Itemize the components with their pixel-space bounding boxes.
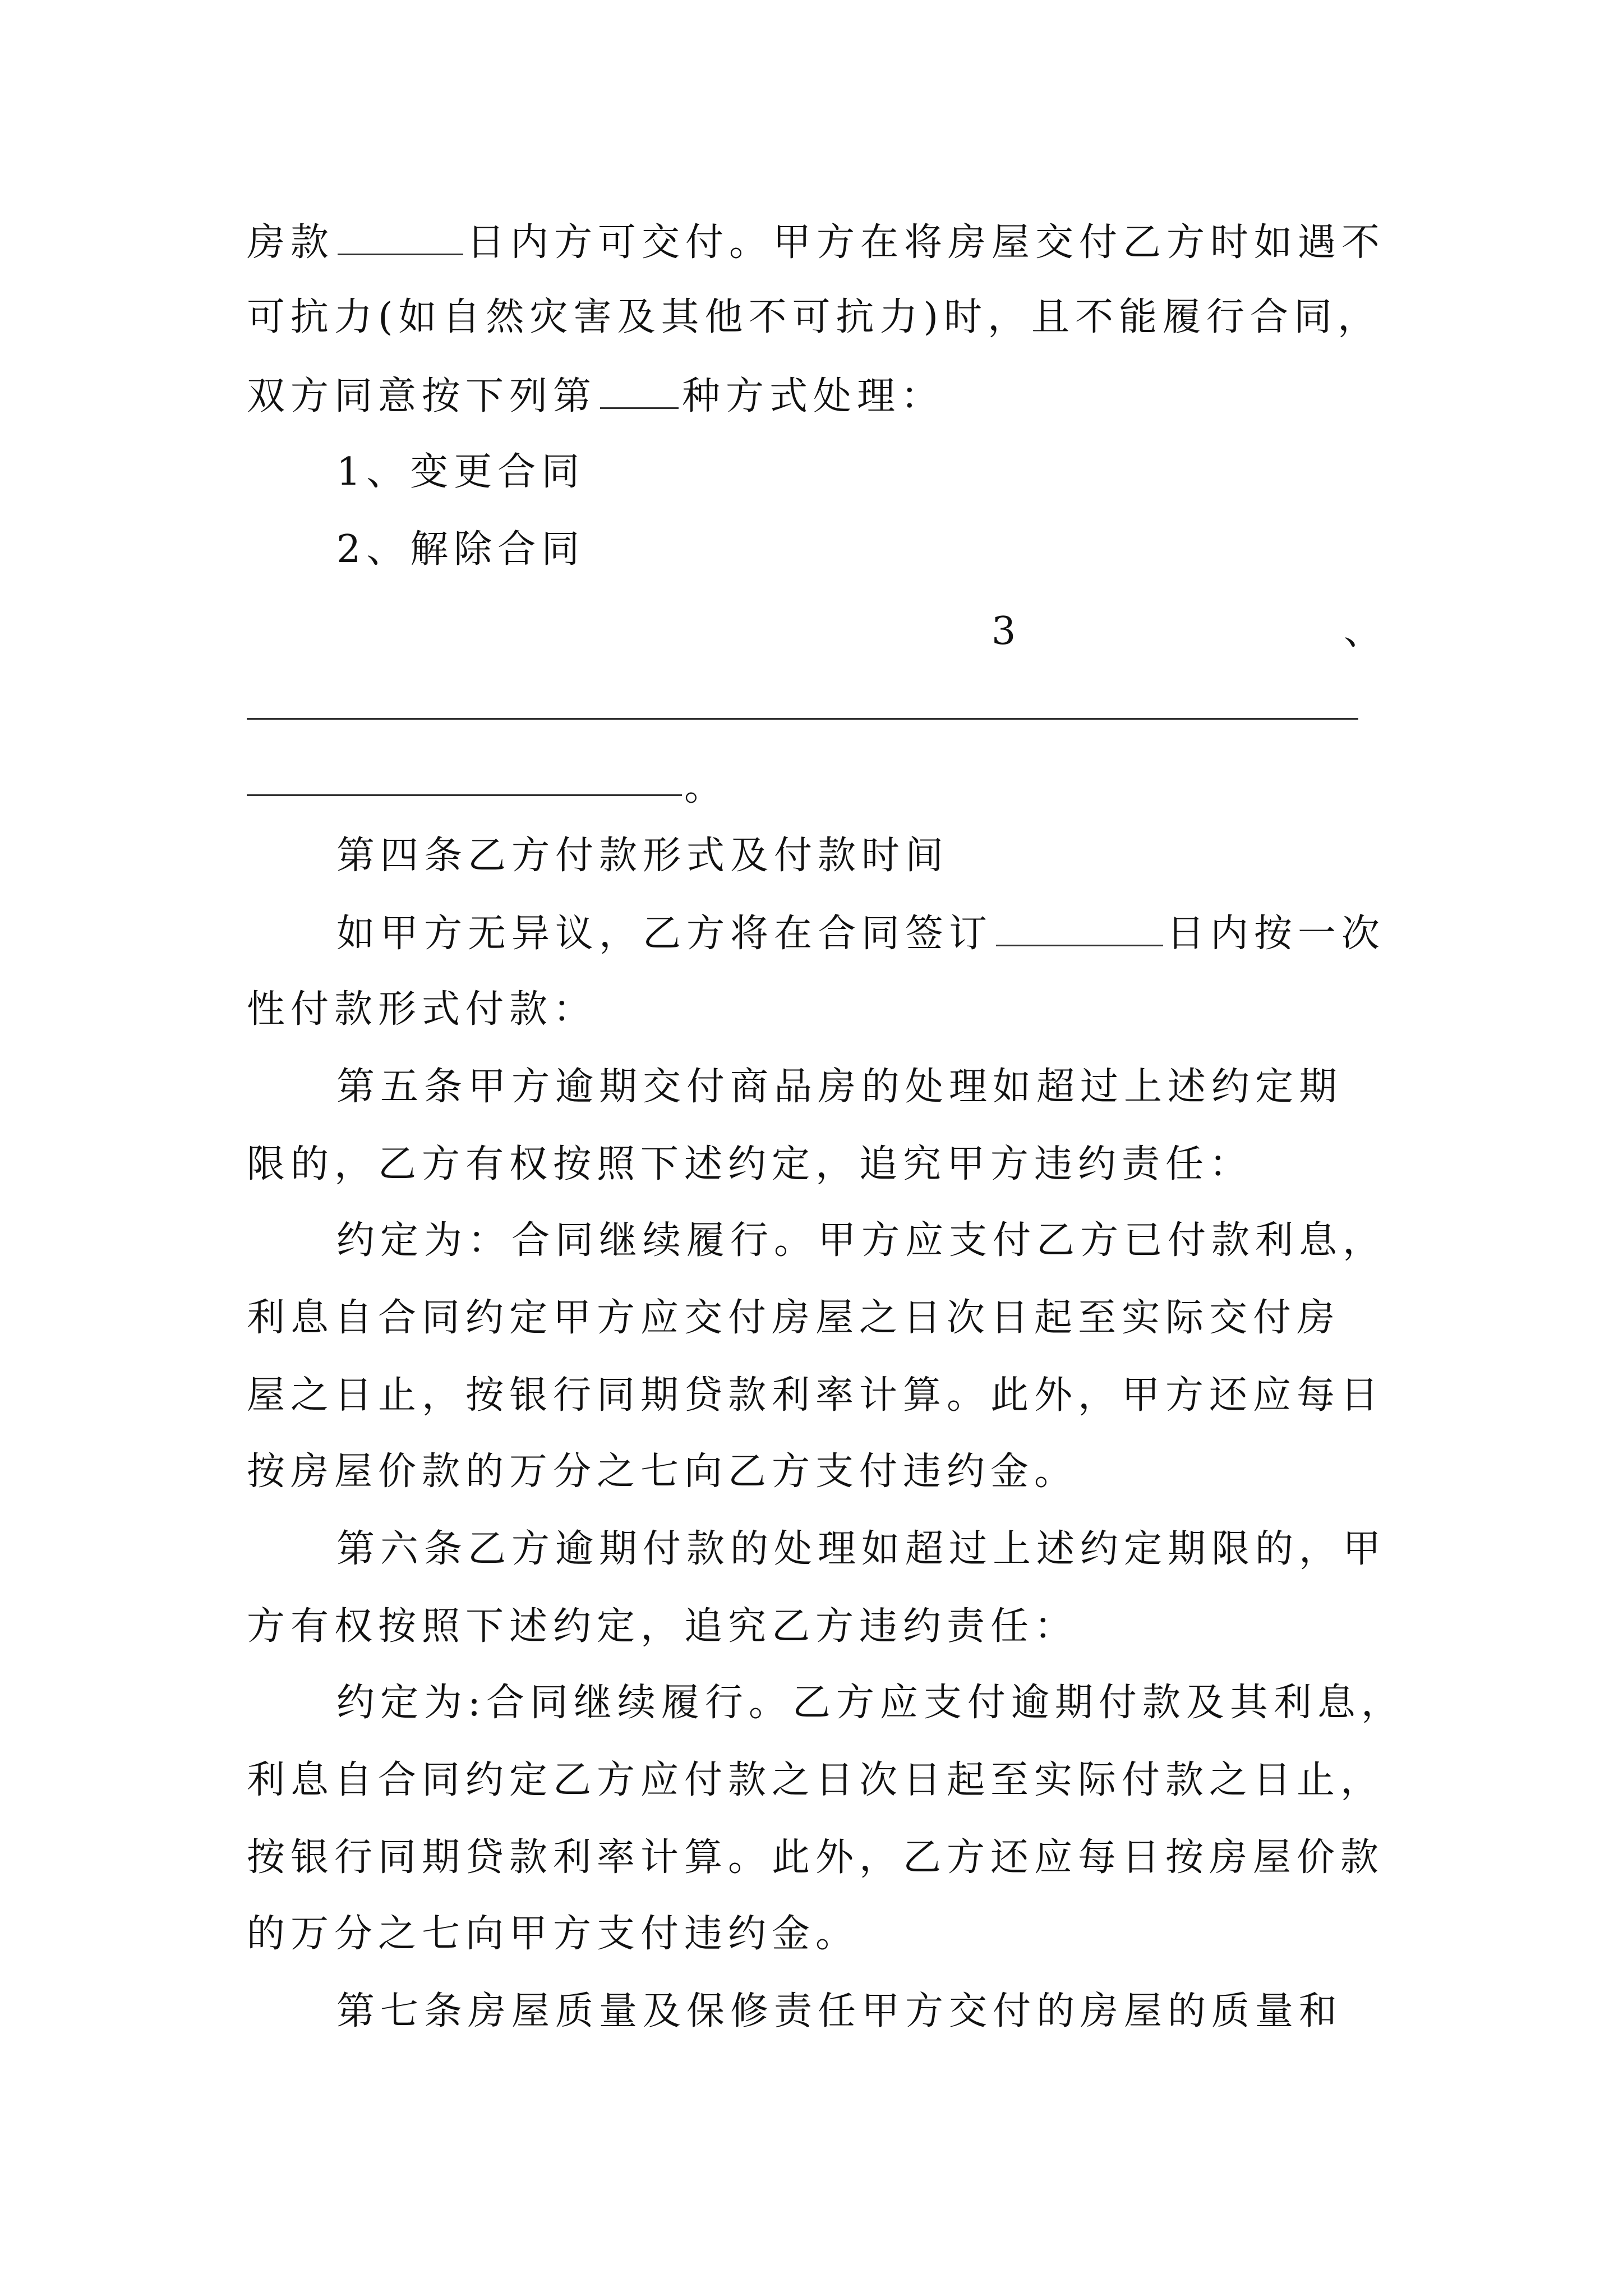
text-segment: 房款 bbox=[247, 220, 335, 265]
paragraph-line: 第七条房屋质量及保修责任甲方交付的房屋的质量和 bbox=[336, 1989, 1343, 2033]
paragraph-line: 性付款形式付款： bbox=[247, 987, 597, 1032]
paragraph-line: 按银行同期贷款利率计算。此外，乙方还应每日按房屋价款 bbox=[247, 1835, 1385, 1880]
text-segment: 如甲方无异议，乙方将在合同签订 bbox=[336, 912, 993, 956]
paragraph-line bbox=[247, 219, 1391, 264]
paragraph-line bbox=[336, 910, 1481, 955]
paragraph-line: 按房屋价款的万分之七向乙方支付违约金。 bbox=[247, 1450, 1078, 1494]
fill-in-blank bbox=[600, 372, 679, 409]
paragraph-line: 第六条乙方逾期付款的处理如超过上述约定期限的，甲 bbox=[336, 1527, 1387, 1571]
paragraph-line bbox=[247, 372, 1391, 417]
text-segment: 种方式处理： bbox=[682, 374, 945, 418]
text-segment: 日内方可交付。甲方在将房屋交付乙方时如遇不 bbox=[467, 220, 1386, 265]
paragraph-line: 屋之日止，按银行同期贷款利率计算。此外，甲方还应每日 bbox=[247, 1373, 1385, 1418]
fill-in-rule bbox=[247, 794, 682, 796]
paragraph-line: 限的，乙方有权按照下述约定，追究甲方违约责任： bbox=[247, 1142, 1253, 1186]
paragraph-line: 利息自合同约定乙方应付款之日次日起至实际付款之日止， bbox=[247, 1758, 1385, 1802]
paragraph-line: 第五条甲方逾期交付商品房的处理如超过上述约定期 bbox=[336, 1065, 1343, 1109]
paragraph-line: 的万分之七向甲方支付违约金。 bbox=[247, 1912, 860, 1956]
paragraph-line: 利息自合同约定甲方应交付房屋之日次日起至实际交付房 bbox=[247, 1296, 1341, 1340]
fill-in-rule bbox=[247, 718, 1358, 720]
list-item: 1、变更合同 bbox=[336, 450, 585, 494]
end-mark: 。 bbox=[684, 765, 723, 809]
paragraph-line: 约定为:合同继续履行。乙方应支付逾期付款及其利息， bbox=[336, 1681, 1405, 1725]
paragraph-line: 可抗力(如自然灾害及其他不可抗力)时，且不能履行合同， bbox=[247, 295, 1382, 339]
list-item: 2、解除合同 bbox=[336, 527, 585, 572]
fill-in-blank bbox=[338, 219, 463, 255]
section-heading: 第四条乙方付款形式及付款时间 bbox=[336, 834, 949, 878]
fill-in-blank bbox=[996, 910, 1163, 946]
list-item-separator: 、 bbox=[1344, 609, 1382, 654]
list-item-number: 3 bbox=[992, 609, 1016, 654]
text-segment: 日内按一次 bbox=[1166, 912, 1386, 956]
text-segment: 双方同意按下列第 bbox=[247, 374, 597, 418]
paragraph-line: 约定为：合同继续履行。甲方应支付乙方已付款利息， bbox=[336, 1218, 1387, 1263]
paragraph-line: 方有权按照下述约定，追究乙方违约责任： bbox=[247, 1604, 1078, 1649]
